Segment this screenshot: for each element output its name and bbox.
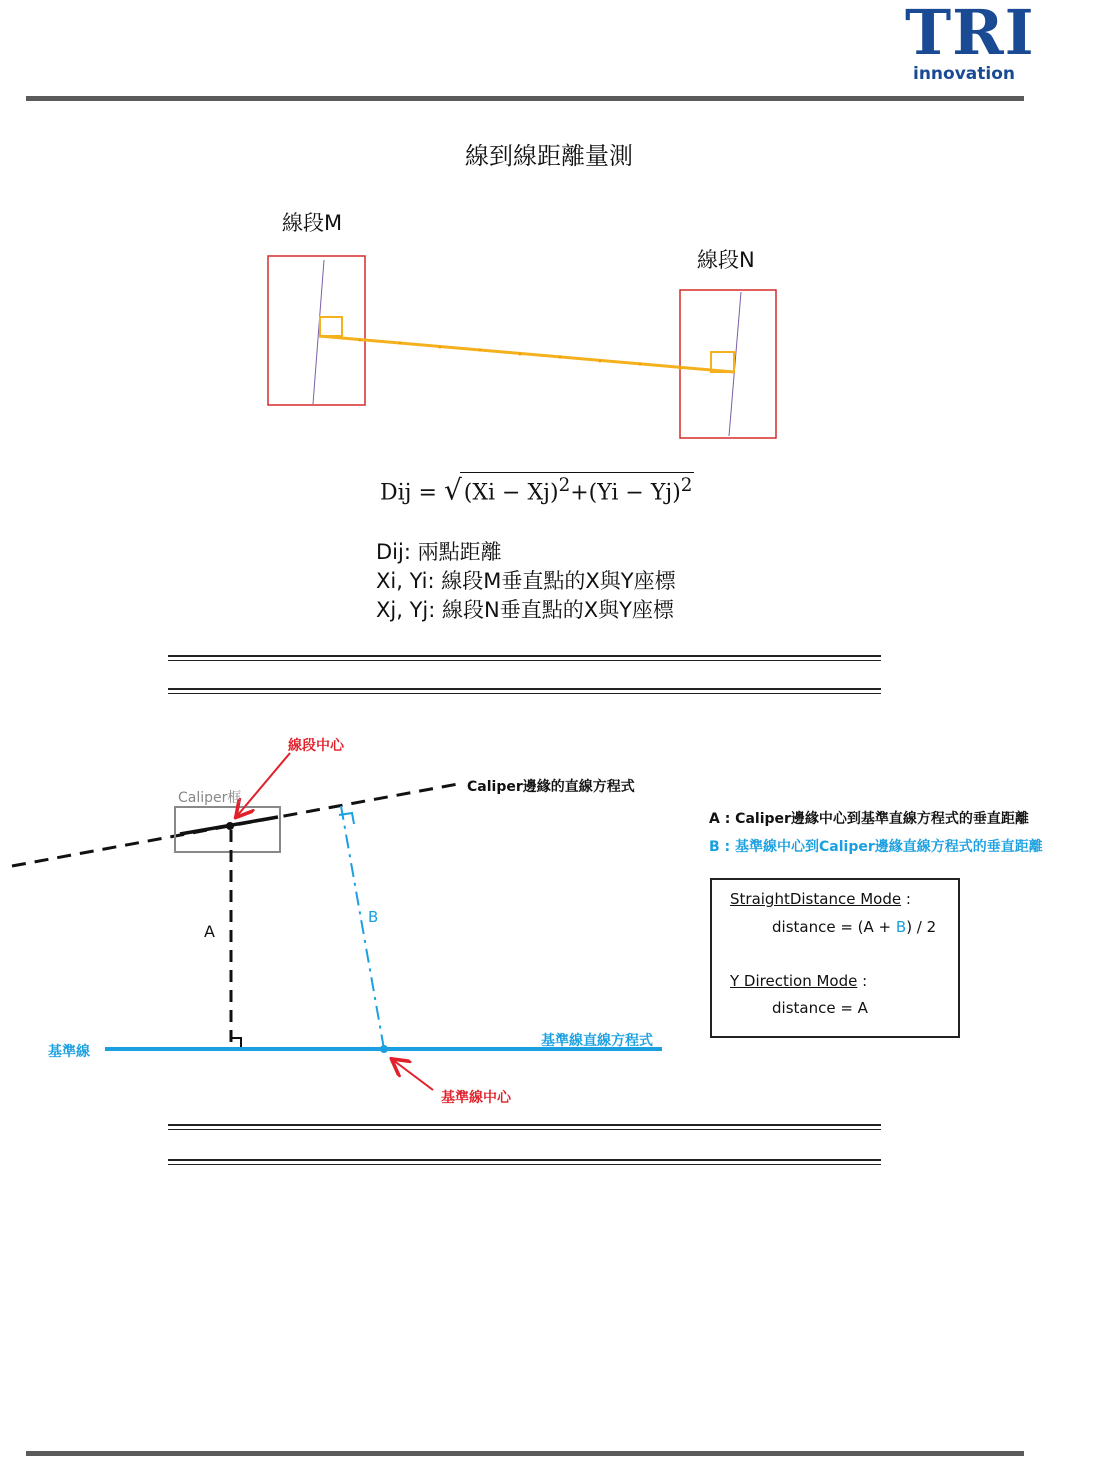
sqrt-symbol: √ xyxy=(443,473,462,507)
definition-xj-yj: Xj, Yj: 線段N垂直點的X與Y座標 xyxy=(376,598,674,622)
right-angle-marker-b xyxy=(339,813,354,824)
segment-m-line xyxy=(313,260,324,404)
separator-4 xyxy=(168,1159,881,1165)
distance-formula: Dij = $√(Xi - Xj)^2+(Yi - Yj)^2$ xyxy=(380,473,693,507)
mode2-line: Y Direction Mode : xyxy=(730,972,868,990)
distance-b-line xyxy=(341,806,384,1049)
line-distance-figure xyxy=(0,0,1098,460)
baseline-center-label: 基準線中心 xyxy=(441,1090,511,1106)
note-b: B : 基準線中心到Caliper邊緣直線方程式的垂直距離 xyxy=(709,839,1043,855)
mode1-formula: distance = (A + B) / 2 xyxy=(772,918,937,936)
segment-m-box xyxy=(268,256,365,405)
radicand: $(Xi - Xj)^2+(Yi - Yj)^2$ xyxy=(460,472,695,505)
segment-center-label: 線段中心 xyxy=(288,738,344,754)
segment-m-label: 線段M xyxy=(282,211,343,235)
baseline-label: 基準線 xyxy=(48,1044,90,1060)
note-a: A : Caliper邊緣中心到基準直線方程式的垂直距離 xyxy=(709,811,1029,827)
company-logo-subtitle: innovation xyxy=(913,64,1015,84)
segment-center-dot xyxy=(226,822,234,830)
perpendicular-connector xyxy=(319,336,734,372)
formula-definitions xyxy=(376,538,676,625)
mode2-formula: distance = A xyxy=(772,999,868,1017)
definition-dij: Dij: 兩點距離 xyxy=(376,540,502,564)
baseline-equation-label: 基準線直線方程式 xyxy=(541,1033,653,1049)
segment-n-box xyxy=(680,290,776,438)
caliper-box xyxy=(175,807,280,852)
page-title: 線到線距離量測 xyxy=(465,142,633,170)
mode1-line: StraightDistance Mode : xyxy=(730,890,911,908)
company-logo: TRI xyxy=(905,0,1035,69)
baseline-center-arrow xyxy=(393,1060,433,1090)
baseline-center-dot xyxy=(380,1045,388,1053)
separator-3 xyxy=(168,1124,881,1130)
separator-1 xyxy=(168,655,881,661)
definition-xi-yi: Xi, Yi: 線段M垂直點的X與Y座標 xyxy=(376,569,676,593)
separator-2 xyxy=(168,688,881,694)
caliper-box-label: Caliper框 xyxy=(178,790,242,806)
footer-rule xyxy=(26,1451,1024,1456)
segment-n-label: 線段N xyxy=(697,248,755,272)
caliper-line-label: Caliper邊緣的直線方程式 xyxy=(467,779,635,795)
distance-b-label: B xyxy=(368,908,379,926)
distance-a-label: A xyxy=(204,922,215,941)
right-angle-marker-m xyxy=(320,317,342,336)
distance-mode-box xyxy=(710,878,960,1038)
